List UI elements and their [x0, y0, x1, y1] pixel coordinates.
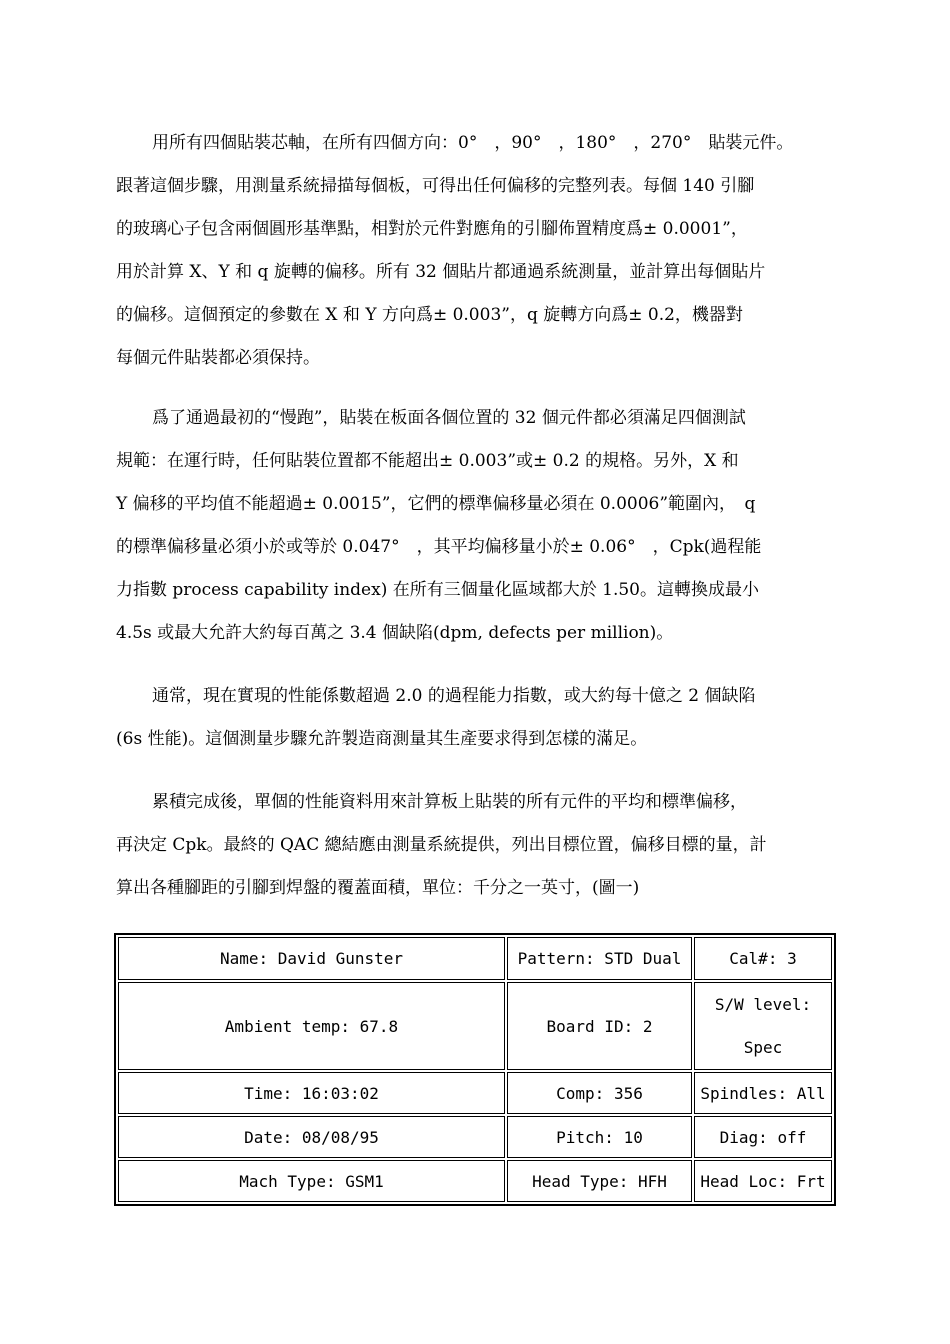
time-cell: Time: 16:03:02 — [118, 1072, 505, 1114]
text-line: 算出各種腳距的引腳到焊盤的覆蓋面積，單位：千分之一英寸，(圖一) — [116, 878, 640, 898]
diag-cell: Diag: off — [694, 1116, 832, 1158]
table-row — [118, 1072, 832, 1114]
text-line: Y 偏移的平均值不能超過± 0.0015”，它們的標準偏移量必須在 0.0006”範圍內， q — [116, 494, 756, 514]
text-line: 用於計算 X、Y 和 q 旋轉的偏移。所有 32 個貼片都通過系統測量，並計算出每個貼片 — [116, 262, 766, 282]
text-line: 的標準偏移量必須小於或等於 0.047° ，其平均偏移量小於± 0.06° ，Cpk(過程能 — [116, 537, 762, 557]
pitch-cell: Pitch: 10 — [507, 1116, 692, 1158]
text-line: 的偏移。這個預定的參數在 X 和 Y 方向爲± 0.003”，q 旋轉方向爲± 0.2，機器對 — [116, 305, 743, 325]
text-line: 累積完成後，單個的性能資料用來計算板上貼裝的所有元件的平均和標準偏移， — [152, 792, 747, 812]
table-row — [118, 1160, 832, 1202]
text-line: (6s 性能)。這個測量步驟允許製造商測量其生產要求得到怎樣的滿足。 — [116, 729, 648, 749]
paragraph-summary — [116, 781, 846, 910]
ambient-temp-cell: Ambient temp: 67.8 — [118, 982, 505, 1070]
date-cell: Date: 08/08/95 — [118, 1116, 505, 1158]
text-line: 每個元件貼裝都必須保持。 — [116, 348, 320, 368]
mach-type-cell: Mach Type: GSM1 — [118, 1160, 505, 1202]
board-id-cell: Board ID: 2 — [507, 982, 692, 1070]
table-row — [118, 1116, 832, 1158]
text-line: 再決定 Cpk。最終的 QAC 總結應由測量系統提供，列出目標位置，偏移目標的量，計 — [116, 835, 767, 855]
head-type-cell: Head Type: HFH — [507, 1160, 692, 1202]
text-line: 的玻璃心子包含兩個圓形基準點，相對於元件對應角的引腳佈置精度爲± 0.0001”， — [116, 219, 748, 239]
table-row — [118, 937, 832, 980]
sw-level-cell — [694, 982, 832, 1070]
text-line: 跟著這個步驟，用測量系統掃描每個板，可得出任何偏移的完整列表。每個 140 引腳 — [116, 176, 755, 196]
cal-cell: Cal#: 3 — [694, 937, 832, 980]
paragraph-placement-test — [116, 122, 846, 380]
sw-level-label: S/W level: — [714, 995, 812, 1014]
text-line: 4.5s 或最大允許大約每百萬之 3.4 個缺陷(dpm, defects per million)。 — [116, 623, 674, 643]
text-line: 用所有四個貼裝芯軸，在所有四個方向：0° ，90° ，180° ，270° 貼裝元件。 — [152, 133, 794, 153]
text-line: 爲了通過最初的“慢跑”，貼裝在板面各個位置的 32 個元件都必須滿足四個測試 — [152, 408, 746, 428]
head-loc-cell: Head Loc: Frt — [694, 1160, 832, 1202]
name-cell: Name: David Gunster — [118, 937, 505, 980]
spindles-cell: Spindles: All — [694, 1072, 832, 1114]
qac-summary-table — [114, 933, 836, 1206]
paragraph-performance — [116, 675, 846, 761]
paragraph-slow-run-specs — [116, 397, 846, 655]
pattern-cell: Pattern: STD Dual — [507, 937, 692, 980]
text-line: 力指數 process capability index) 在所有三個量化區域都大於 1.50。這轉換成最小 — [116, 580, 759, 600]
sw-level-value: Spec — [743, 1038, 783, 1057]
table-row — [118, 982, 832, 1070]
text-line: 規範：在運行時，任何貼裝位置都不能超出± 0.003”或± 0.2 的規格。另外，X 和 — [116, 451, 739, 471]
text-line: 通常，現在實現的性能係數超過 2.0 的過程能力指數，或大約每十億之 2 個缺陷 — [152, 686, 756, 706]
comp-cell: Comp: 356 — [507, 1072, 692, 1114]
